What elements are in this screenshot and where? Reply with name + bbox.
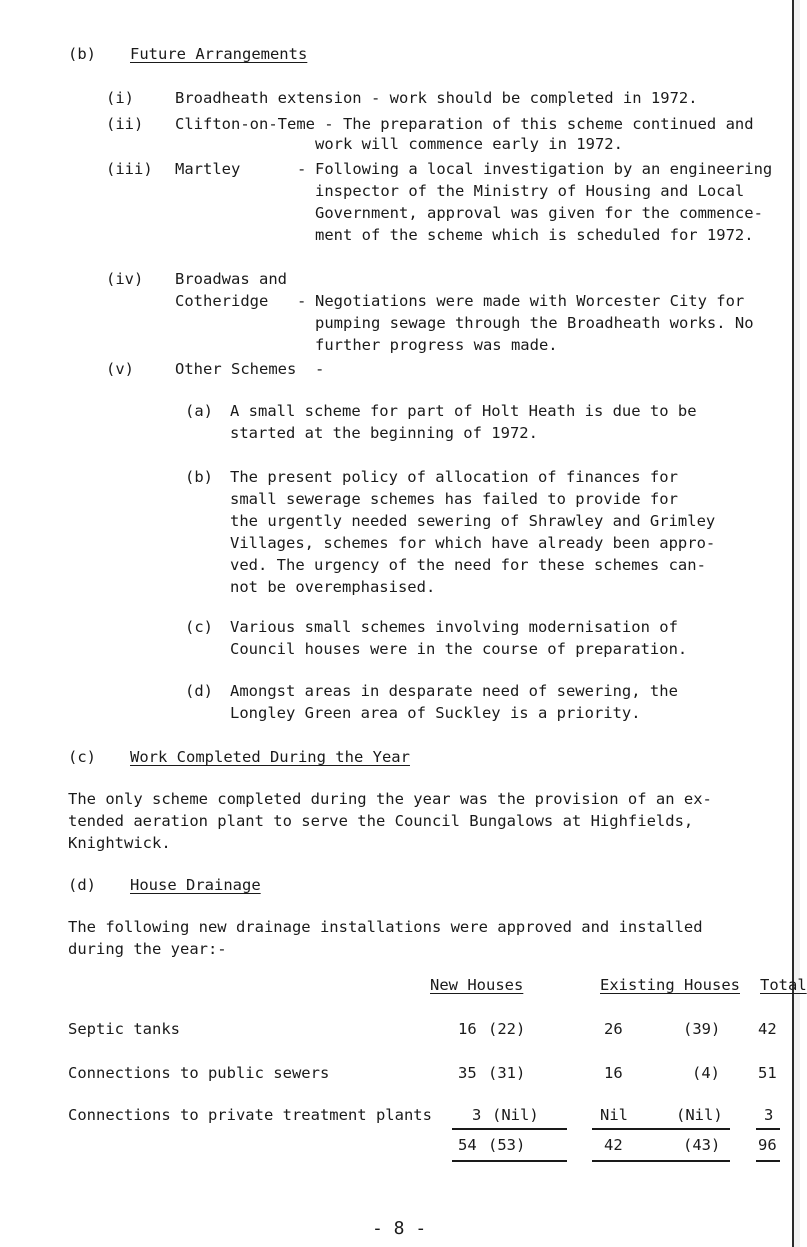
scheme-a-line: A small scheme for part of Holt Heath is due to be (230, 402, 697, 420)
row-private-plants-label: Connections to private treatment plants (68, 1106, 432, 1124)
scheme-a-label: (a) (185, 402, 213, 420)
cell-new: 35 (458, 1064, 477, 1082)
total-rule-existing (592, 1160, 730, 1162)
section-c-line: Knightwick. (68, 834, 171, 852)
scheme-d-line: Longley Green area of Suckley is a priority. (230, 704, 641, 722)
item-iv-name-line2: Cotheridge (175, 292, 269, 310)
cell-existing: 16 (604, 1064, 623, 1082)
item-iii-line: ment of the scheme which is scheduled for 1972. (315, 226, 754, 244)
subtotal-rule-existing (592, 1128, 730, 1130)
item-v-dash: - (315, 360, 325, 378)
subtotal-rule-new (452, 1128, 567, 1130)
cell-existing: 26 (604, 1020, 623, 1038)
scheme-c-label: (c) (185, 618, 213, 636)
total-grand: 96 (758, 1136, 777, 1154)
scheme-d-text (230, 680, 678, 724)
cell-new-prev: (31) (488, 1064, 526, 1082)
item-iv-dash: - (297, 292, 307, 310)
item-i-text: Broadheath extension - work should be completed in 1972. (175, 89, 698, 107)
cell-existing: Nil (600, 1106, 628, 1124)
scheme-b-line: ved. The urgency of the need for these schemes can- (230, 556, 706, 574)
total-rule-total (756, 1160, 780, 1162)
cell-new-prev: (22) (488, 1020, 526, 1038)
scheme-b-line: The present policy of allocation of finances for (230, 468, 678, 486)
item-iii-line: Following a local investigation by an engineering (315, 160, 773, 178)
item-iii-text (315, 158, 772, 246)
item-iv-line: pumping sewage through the Broadheath works. No (315, 314, 754, 332)
col-header-total: Total (760, 976, 807, 994)
item-iv-text (315, 290, 754, 356)
cell-new: 16 (458, 1020, 477, 1038)
scheme-c-line: Various small schemes involving modernisation of (230, 618, 678, 636)
total-new: 54 (458, 1136, 477, 1154)
scheme-b-line: the urgently needed sewering of Shrawley and Grimley (230, 512, 716, 530)
item-i-number: (i) (106, 89, 134, 107)
cell-total: 3 (764, 1106, 774, 1124)
scheme-b-text (230, 466, 715, 598)
scheme-d-line: Amongst areas in desparate need of sewering, the (230, 682, 678, 700)
section-c-label: (c) (68, 748, 96, 766)
scheme-c-line: Council houses were in the course of preparation. (230, 640, 688, 658)
section-b-label: (b) (68, 45, 96, 63)
item-ii-text: Clifton-on-Teme - The preparation of this scheme continued and (175, 115, 754, 133)
item-ii-text-line2: work will commence early in 1972. (315, 135, 623, 153)
section-d-heading: House Drainage (130, 876, 261, 894)
cell-new-prev: (Nil) (492, 1106, 539, 1124)
page-edge-line (792, 0, 794, 1247)
section-d-intro-line: during the year:- (68, 940, 227, 958)
scheme-b-line: small sewerage schemes has failed to provide for (230, 490, 678, 508)
cell-total: 51 (758, 1064, 777, 1082)
item-iii-line: inspector of the Ministry of Housing and Local (315, 182, 745, 200)
total-existing: 42 (604, 1136, 623, 1154)
total-new-prev: (53) (488, 1136, 526, 1154)
scheme-d-label: (d) (185, 682, 213, 700)
item-v-number: (v) (106, 360, 134, 378)
scheme-a-line: started at the beginning of 1972. (230, 424, 538, 442)
section-d-intro-line: The following new drainage installations were approved and installed (68, 918, 703, 936)
item-iii-number: (iii) (106, 160, 153, 178)
total-existing-prev: (43) (683, 1136, 721, 1154)
section-d-label: (d) (68, 876, 96, 894)
section-c-heading: Work Completed During the Year (130, 748, 410, 766)
scheme-a-text (230, 400, 697, 444)
col-header-new-houses: New Houses (430, 976, 524, 994)
row-septic-tanks-label: Septic tanks (68, 1020, 180, 1038)
item-iii-name: Martley (175, 160, 241, 178)
item-iv-name: Broadwas and (175, 270, 287, 288)
subtotal-rule-total (756, 1128, 780, 1130)
cell-existing-prev: (Nil) (676, 1106, 723, 1124)
col-header-existing-houses: Existing Houses (600, 976, 740, 994)
item-ii-number: (ii) (106, 115, 144, 133)
page-number: - 8 - (372, 1218, 427, 1239)
item-iv-line: Negotiations were made with Worcester City for (315, 292, 745, 310)
row-public-sewers-label: Connections to public sewers (68, 1064, 330, 1082)
cell-existing-prev: (39) (683, 1020, 721, 1038)
scheme-b-line: Villages, schemes for which have already been appro- (230, 534, 716, 552)
page-edge-shadow (794, 0, 800, 1247)
scheme-b-line: not be overemphasised. (230, 578, 436, 596)
scheme-c-text (230, 616, 687, 660)
cell-new: 3 (472, 1106, 482, 1124)
cell-existing-prev: (4) (692, 1064, 720, 1082)
item-iii-dash: - (297, 160, 307, 178)
item-v-name: Other Schemes (175, 360, 297, 378)
section-b-heading: Future Arrangements (130, 45, 308, 63)
item-iv-number: (iv) (106, 270, 144, 288)
section-c-line: tended aeration plant to serve the Council Bungalows at Highfields, (68, 812, 694, 830)
cell-total: 42 (758, 1020, 777, 1038)
section-c-line: The only scheme completed during the year was the provision of an ex- (68, 790, 712, 808)
total-rule-new (452, 1160, 567, 1162)
section-d-intro (68, 916, 703, 960)
scheme-b-label: (b) (185, 468, 213, 486)
item-iii-line: Government, approval was given for the commence- (315, 204, 763, 222)
section-c-paragraph (68, 788, 712, 854)
item-iv-line: further progress was made. (315, 336, 558, 354)
